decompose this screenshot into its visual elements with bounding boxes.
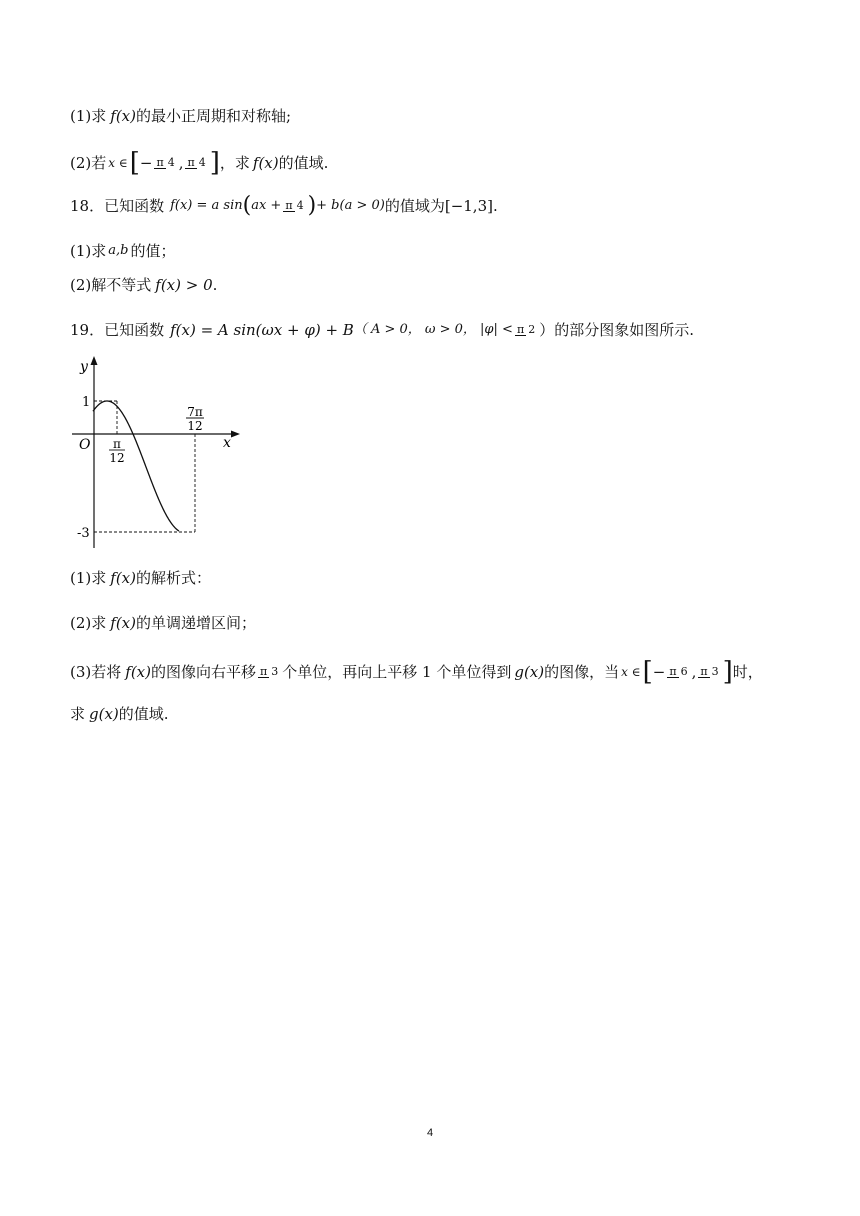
x-tick-label-den: 12 — [187, 419, 203, 433]
fraction: π 6 — [669, 665, 688, 678]
sine-curve — [93, 401, 179, 531]
math-text: (x) — [523, 663, 545, 681]
question-text: ，求 — [219, 154, 250, 172]
part-label: (3)若将 — [70, 663, 122, 681]
y-min-label: -3 — [77, 526, 90, 541]
x-tick-label-num: π — [113, 437, 121, 451]
math-text: (x) — [115, 614, 136, 632]
math-text: (x) > 0 — [160, 276, 213, 294]
math-text: f — [252, 154, 259, 172]
q18-part1 — [70, 240, 800, 262]
y-max-label: 1 — [82, 395, 91, 410]
q18-stem: 18．已知函数 f (x) = a sin ( ax + π 4 ) + b(a > 0) 的值域为 [−1,3] . — [70, 193, 498, 218]
question-text: 的最小正周期和对称轴; — [135, 107, 292, 125]
part-label: (2)解不等式 — [70, 276, 152, 294]
math-text: f — [155, 276, 161, 294]
math-text: x ∈ — [621, 665, 641, 679]
math-text: x ∈ — [108, 156, 128, 170]
math-text: (x) = a sin — [174, 198, 243, 213]
math-text: , — [691, 663, 697, 681]
part-label: (2)若 — [70, 154, 107, 172]
question-text: 的图像，当 — [544, 663, 620, 681]
question-text: 的值域. — [118, 705, 169, 723]
q19-stem — [70, 319, 800, 341]
x-axis-label: x — [223, 435, 231, 451]
math-text: [−1,3] — [444, 197, 493, 215]
math-text: , — [178, 154, 184, 172]
math-text: (x) — [258, 154, 279, 172]
math-text: f — [170, 198, 175, 213]
q19-part1 — [70, 567, 800, 589]
question-text: . — [212, 276, 218, 294]
question-number: 18．已知函数 — [70, 197, 165, 215]
q18-part2 — [70, 274, 800, 296]
page-number: 4 — [426, 1127, 434, 1139]
y-axis-arrow — [91, 356, 98, 365]
part-label: (1)求 — [70, 242, 107, 260]
question-text: 的图像向右平移 — [150, 663, 256, 681]
sine-graph-figure — [66, 352, 256, 552]
question-text: 的值域为 — [384, 197, 445, 215]
question-text: 个单位，再向上平移 1 个单位得到 — [282, 663, 512, 681]
part-label: (1)求 — [70, 107, 107, 125]
question-text: 的单调递增区间； — [135, 614, 256, 632]
math-text: (x) — [115, 107, 136, 125]
x-axis-arrow — [231, 431, 240, 438]
math-text: a,b — [108, 243, 129, 258]
x-tick-label-num: 7π — [187, 405, 203, 419]
x-tick-label-den: 12 — [109, 451, 125, 465]
part-label: (2)求 — [70, 614, 107, 632]
q17-part2: (2)若 x ∈ [ − π 4 , π 4 ] ，求 f (x) 的值域. — [70, 148, 329, 178]
math-text: (x) — [115, 569, 136, 587]
math-text: （ A > 0， ω > 0， |φ| < — [353, 322, 513, 337]
math-text: f — [110, 569, 116, 587]
q17-part1 — [70, 105, 800, 127]
question-text: ）的部分图象如图所示. — [539, 321, 694, 339]
math-text: (x) — [98, 705, 119, 723]
q19-part3-cont — [70, 703, 800, 725]
math-text: + b(a > 0) — [316, 198, 385, 213]
fraction: π 4 — [187, 156, 206, 169]
math-text: f — [170, 321, 176, 339]
question-text: 的值； — [130, 242, 176, 260]
fraction: π 3 — [700, 665, 719, 678]
origin-label: O — [79, 437, 91, 453]
question-text: 时， — [732, 663, 763, 681]
question-text: 的值域. — [278, 154, 329, 172]
math-text: f — [110, 107, 116, 125]
q19-part2 — [70, 612, 800, 634]
math-text: (x) — [130, 663, 151, 681]
math-text: − — [139, 154, 153, 172]
fraction: π 3 — [260, 665, 279, 678]
math-text: ax + — [251, 198, 282, 213]
fraction: π 2 — [516, 323, 536, 336]
part-label: (1)求 — [70, 569, 107, 587]
y-axis-label: y — [80, 359, 88, 375]
question-text: 的解析式： — [135, 569, 211, 587]
question-text: . — [492, 197, 498, 215]
question-text: 求 — [70, 705, 86, 723]
fraction: π 4 — [285, 199, 304, 212]
math-text: − — [652, 663, 666, 681]
fraction: π 4 — [156, 156, 175, 169]
question-number: 19．已知函数 — [70, 321, 165, 339]
q19-part3: (3)若将 f (x) 的图像向右平移 π 3 个单位，再向上平移 1 个单位得到 g (x) 的图像，当 x ∈ [ − π 6 , π 3 ] 时， — [70, 657, 763, 687]
math-text: f — [125, 663, 131, 681]
math-text: g — [514, 663, 524, 681]
math-text: g — [89, 705, 99, 723]
math-text: f — [110, 614, 116, 632]
math-text: (x) = A sin(ωx + φ) + B — [175, 321, 354, 339]
